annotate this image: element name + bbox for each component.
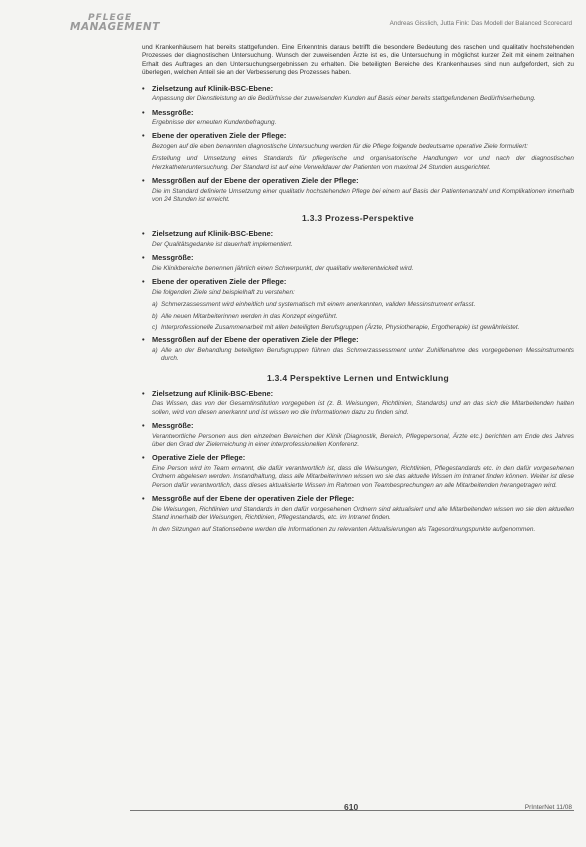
section-process-measures: [142, 335, 574, 363]
body-paragraph: Die Klinikbereiche benennen jährlich einen Schwerpunkt, der qualitativ weiterentwickelt wird.: [152, 264, 414, 272]
bullet-heading: [142, 421, 574, 431]
list-text: Alle an der Behandlung beteiligten Berufsgruppen führen das Schmerzassessment unter Zuhilfenahme des vorgegebenen Messinstruments durch.: [161, 346, 574, 363]
bullet-heading: [142, 389, 574, 399]
journal-logo: [70, 14, 160, 32]
intro-paragraph: und Krankenhäusern hat bereits stattgefunden. Eine Erkenntnis daraus betrifft die besondere Bedeutung des raschen und qualitativ hochstehenden Prozesses der diagnostischen Untersuchung. Wunsch der zuweisenden Ärzte ist es, die Untersuchung in möglichst kurzer Zeit mit einem zeitnahen Erhalt des Auftrages an den Untersuchungsergebnissen zu erhalten. Die beteiligten Bereiche des Krankenhauses sind nun aufgefordert, sich zu überlegen, welchen Anteil sie an der Verbesserung des Prozesses haben.: [142, 44, 574, 77]
bullet-body: [142, 265, 574, 273]
bullet-heading-text: Messgrößen auf der Ebene der operativen Ziele der Pflege:: [152, 176, 359, 186]
running-header: Andreas Gisslich, Jutta Fink: Das Modell der Balanced Scorecard: [389, 20, 572, 27]
bullet-heading: [142, 453, 574, 463]
bullet-heading-text: Messgröße auf der Ebene der operativen Ziele der Pflege:: [152, 494, 355, 504]
logo-top: PFLEGE: [88, 13, 133, 23]
bullet-heading: [142, 277, 574, 287]
body-paragraph: Bezogen auf die eben benannten diagnostische Untersuchung werden für die Pflege folgende bedeutsame operative Ziele formuliert:: [152, 142, 528, 150]
body-paragraph: Eine Person wird im Team ernannt, die dafür verantwortlich ist, dass die Weisungen, Richtlinien, Pflegestandards etc. in den dafür vorgesehenen Ordnern abgelesen werden. Instandhaltung, dass alle Mitarbeiterinnen wissen wo sie das aktuelle Wissen im Intranet finden können. Weiter ist diese Person dafür verantwortlich, dass dieses aktualisierte Wissen im Rahmen von Teambesprechungen an alle Mitarbeitenden herangetragen wird.: [152, 464, 574, 489]
bullet-icon: •: [142, 494, 145, 504]
bullet-heading: [142, 84, 574, 94]
section-customer: [142, 84, 574, 205]
body-paragraph: Verantwortliche Personen aus den einzelnen Bereichen der Klinik (Diagnostik, Bereich, Pflegepersonal, Ärzte etc.) berichten am Ende des Jahres über den Grad der Zielerreichung in einer interprofessionellen Konferenz.: [152, 432, 574, 448]
bullet-heading-text: Messgröße:: [152, 421, 194, 431]
bullet-icon: •: [142, 176, 145, 186]
bullet-body: [142, 433, 574, 450]
page-number: 610: [344, 802, 359, 812]
bullet-heading-text: Ebene der operativen Ziele der Pflege:: [152, 277, 287, 287]
bullet-body: [142, 506, 574, 535]
bullet-heading: [142, 494, 574, 504]
body-paragraph: Erstellung und Umsetzung eines Standards für pflegerische und organisatorische Handlungen vor und nach der diagnostischen Herzkatheteruntersuchung. Der Standard ist auf eine Verweildauer der Patienten von maximal 24 Stunden ausgerichtet.: [152, 155, 574, 171]
bullet-body: [142, 95, 574, 103]
list-item: [152, 301, 574, 309]
bullet-body: [142, 289, 574, 297]
journal-issue: PrInterNet 11/08: [524, 804, 572, 811]
bullet-heading: [142, 335, 574, 345]
list-label: a): [152, 346, 158, 354]
bullet-icon: •: [142, 253, 145, 263]
bullet-body: [142, 188, 574, 205]
bullet-icon: •: [142, 388, 145, 398]
bullet-heading: [142, 131, 574, 141]
bullet-heading: [142, 176, 574, 186]
list-item: [152, 347, 574, 364]
main-text: [142, 44, 574, 539]
section-title-process: 1.3.3 Prozess-Perspektive: [302, 213, 414, 224]
logo-bottom: MANAGEMENT: [70, 21, 160, 33]
body-paragraph: Ergebnisse der erneuten Kundenbefragung.: [152, 119, 277, 127]
section-title-learning: 1.3.4 Perspektive Lernen und Entwicklung: [266, 372, 450, 383]
bullet-heading-text: Messgrößen auf der Ebene der operativen Ziele der Pflege:: [152, 335, 359, 345]
list-text: Schmerzassessment wird einheitlich und systematisch mit einem anerkannten, validen Messinstrument erfasst.: [161, 301, 476, 309]
body-paragraph: Anpassung der Dienstleistung an die Bedürfnisse der zuweisenden Kunden auf Basis einer bereits stattgefundenen Bedürfniserhebung.: [152, 95, 536, 103]
bullet-icon: •: [142, 83, 145, 93]
bullet-body: [142, 347, 574, 364]
bullet-heading: [142, 229, 574, 239]
body-paragraph: Die im Standard definierte Umsetzung einer qualitativ hochstehenden Pflege bei einem auf Basis der Patientenanzahl und Komplikationen innerhalb von 24 Stunden ist erreicht.: [152, 187, 574, 204]
bullet-body: [142, 143, 574, 172]
bullet-icon: •: [142, 421, 145, 431]
body-paragraph: Die folgenden Ziele sind beispielhaft zu verstehen:: [152, 288, 295, 296]
section-learning: [142, 389, 574, 535]
bullet-heading-text: Zielsetzung auf Klinik-BSC-Ebene:: [152, 83, 274, 93]
bullet-icon: •: [142, 229, 145, 239]
body-paragraph: In den Sitzungen auf Stationsebene werden die Informationen zu relevanten Aktualisierungen als Tagesordnungspunkte aufgenommen.: [152, 526, 536, 534]
list-label: b): [152, 312, 158, 320]
list-label: c): [152, 324, 158, 331]
process-goal-list: [142, 301, 574, 332]
body-paragraph: Das Wissen, das von der Gesamtinstitution vorgegeben ist (z. B. Weisungen, Richtlinien, Standards) und an das sich die Mitarbeitenden halten sollen, wird von diesen anerkannt und ist wissen wo die Informationen dazu zu finden sind.: [152, 400, 574, 416]
bullet-heading: [142, 253, 574, 263]
bullet-body: [142, 119, 574, 127]
page-footer: [0, 802, 586, 832]
body-paragraph: Der Qualitätsgedanke ist dauerhaft implementiert.: [152, 240, 293, 248]
list-item: [152, 324, 574, 332]
list-label: a): [152, 301, 158, 309]
bullet-heading-text: Ebene der operativen Ziele der Pflege:: [152, 131, 287, 141]
bullet-heading-text: Messgröße:: [152, 107, 194, 117]
bullet-icon: •: [142, 107, 145, 117]
bullet-icon: •: [142, 453, 145, 463]
list-text: Interprofessionelle Zusammenarbeit mit allen beteiligten Berufsgruppen (Ärzte, Physiotherapie, Ergotherapie) ist gewährleistet.: [161, 324, 520, 331]
list-item: [152, 313, 574, 321]
bullet-body: [142, 400, 574, 417]
bullet-heading: [142, 108, 574, 118]
bullet-body: [142, 241, 574, 249]
bullet-icon: •: [142, 131, 145, 141]
bullet-heading-text: Zielsetzung auf Klinik-BSC-Ebene:: [152, 388, 274, 398]
section-process: [142, 229, 574, 297]
bullet-icon: •: [142, 277, 145, 287]
bullet-icon: •: [142, 335, 145, 345]
body-paragraph: Die Weisungen, Richtlinien und Standards in den dafür vorgesehenen Ordnern sind aktualisiert und alle Mitarbeitenden wissen wo sie den aktuellen Stand innerhalb der Weisungen, Richtlinien, Pflegestandards, etc. im Intranet finden.: [152, 505, 574, 521]
bullet-body: [142, 465, 574, 490]
bullet-heading-text: Messgröße:: [152, 253, 194, 263]
list-text: Alle neuen Mitarbeiterinnen werden in das Konzept eingeführt.: [161, 312, 338, 320]
bullet-heading-text: Operative Ziele der Pflege:: [152, 453, 246, 463]
bullet-heading-text: Zielsetzung auf Klinik-BSC-Ebene:: [152, 229, 274, 239]
